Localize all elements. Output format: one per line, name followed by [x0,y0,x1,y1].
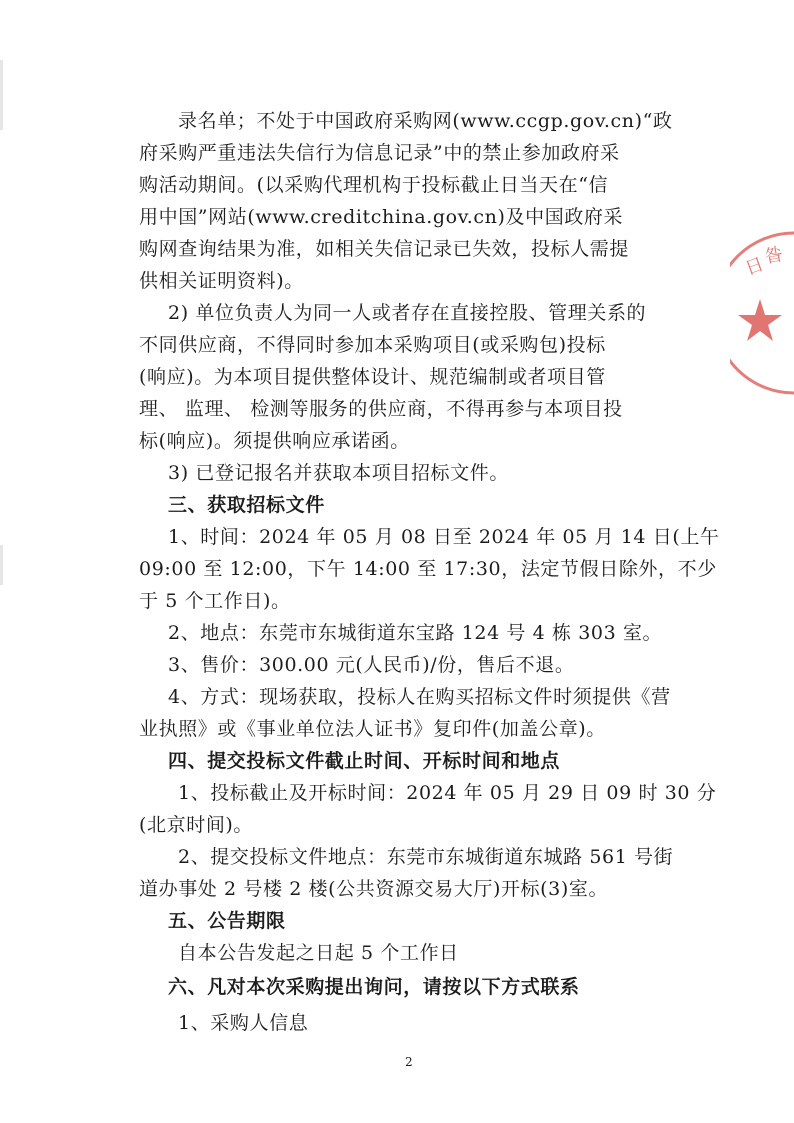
text-line: 不同供应商，不得同时参加本采购项目(或采购包)投标 [139,334,606,356]
seal-fragment: 日 [742,253,767,280]
section-heading: 六、凡对本次采购提出询问，请按以下方式联系 [168,976,580,998]
section-heading: 五、公告期限 [168,910,286,932]
text-line: 道办事处 2 号楼 2 楼(公共资源交易大厅)开标(3)室。 [139,878,609,900]
text-line: 4、方式：现场获取，投标人在购买招标文件时须提供《营 [168,686,671,708]
text-line: 2) 单位负责人为同一人或者存在直接控股、管理关系的 [168,302,647,324]
text-line: 2、地点：东莞市东城街道东宝路 124 号 4 栋 303 室。 [168,622,663,644]
text-line: 录名单；不处于中国政府采购网(www.ccgp.gov.cn)“政 [178,110,673,132]
seal-fragment: 昝 [763,244,785,268]
seal-star-icon [738,299,782,341]
text-line: 理、 监理、 检测等服务的供应商，不得再参与本项目投 [139,398,623,420]
scan-edge-mark [0,60,3,130]
text-line: 3) 已登记报名并获取本项目招标文件。 [168,462,509,484]
text-line: 于 5 个工作日)。 [139,590,291,612]
text-line: 供相关证明资料)。 [139,270,304,292]
section-heading: 三、获取招标文件 [168,494,325,516]
text-line: 购活动期间。(以采购代理机构于投标截止日当天在“信 [139,174,609,196]
text-line: 09:00 至 12:00，下午 14:00 至 17:30，法定节假日除外，不少 [139,558,717,580]
text-line: 1、采购人信息 [178,1012,309,1034]
text-line: 2、提交投标文件地点：东莞市东城街道东城路 561 号街 [178,846,674,868]
section-heading: 四、提交投标文件截止时间、开标时间和地点 [168,750,561,772]
partial-seal-stamp [730,225,794,395]
text-line: (响应)。为本项目提供整体设计、规范编制或者项目管 [139,366,606,388]
text-line: 府采购严重违法失信行为信息记录”中的禁止参加政府采 [139,142,620,164]
page-number: 2 [405,1055,413,1069]
text-line: (北京时间)。 [139,814,254,836]
text-line: 业执照》或《事业单位法人证书》复印件(加盖公章)。 [139,718,606,740]
text-line: 购网查询结果为准，如相关失信记录已失效，投标人需提 [139,238,630,260]
text-line: 1、投标截止及开标时间：2024 年 05 月 29 日 09 时 30 分 [178,782,717,804]
text-line: 自本公告发起之日起 5 个工作日 [178,942,459,964]
text-line: 用中国”网站(www.creditchina.gov.cn)及中国政府采 [139,206,624,228]
scan-edge-mark [0,545,3,585]
text-line: 3、售价：300.00 元(人民币)/份，售后不退。 [168,654,575,676]
text-line: 标(响应)。须提供响应承诺函。 [139,430,410,452]
text-line: 1、时间：2024 年 05 月 08 日至 2024 年 05 月 14 日(上午 [168,526,720,548]
